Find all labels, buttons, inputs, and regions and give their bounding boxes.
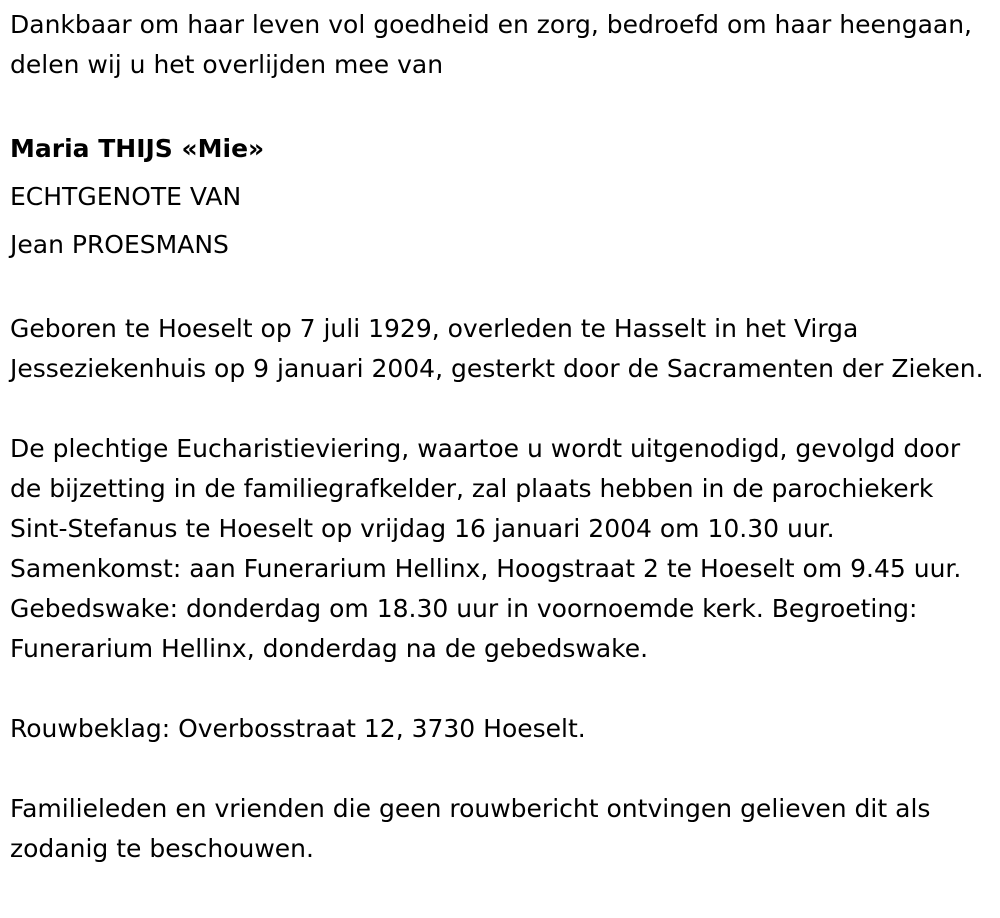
- spacer: [10, 269, 990, 309]
- intro-paragraph: Dankbaar om haar leven vol goedheid en zorg, bedroefd om haar heengaan, delen wij u het overlijden mee van: [10, 10, 972, 79]
- spouse-name: Jean PROESMANS: [10, 230, 229, 259]
- relation-label: ECHTGENOTE VAN: [10, 182, 242, 211]
- spacer: [10, 389, 990, 429]
- condolence-address: Rouwbeklag: Overbosstraat 12, 3730 Hoeselt.: [10, 714, 586, 743]
- spacer: [10, 749, 990, 789]
- ceremony-paragraph: De plechtige Eucharistieviering, waartoe u wordt uitgenodigd, gevolgd door de bijzetting in de familiegrafkelder, zal plaats hebben in de parochiekerk Sint-Stefanus te Hoeselt op vrijdag 16 januari 2004 om 10.30 uur. Samenkomst: aan Funerarium Hellinx, Hoogstraat 2 te Hoeselt om 9.45 uur. Gebedswake: donderdag om 18.30 uur in voornoemde kerk. Begroeting: Funerarium Hellinx, donderdag na de gebedswake.: [10, 434, 962, 663]
- spacer: [10, 669, 990, 709]
- closing-paragraph: Familieleden en vrienden die geen rouwbericht ontvingen gelieven dit als zodanig te beschouwen.: [10, 794, 931, 863]
- birth-death-paragraph: Geboren te Hoeselt op 7 juli 1929, overleden te Hasselt in het Virga Jesseziekenhuis op 9 januari 2004, gesterkt door de Sacramenten der Zieken.: [10, 314, 984, 383]
- deceased-name: Maria THIJS «Mie»: [10, 134, 265, 163]
- spacer: [10, 85, 990, 125]
